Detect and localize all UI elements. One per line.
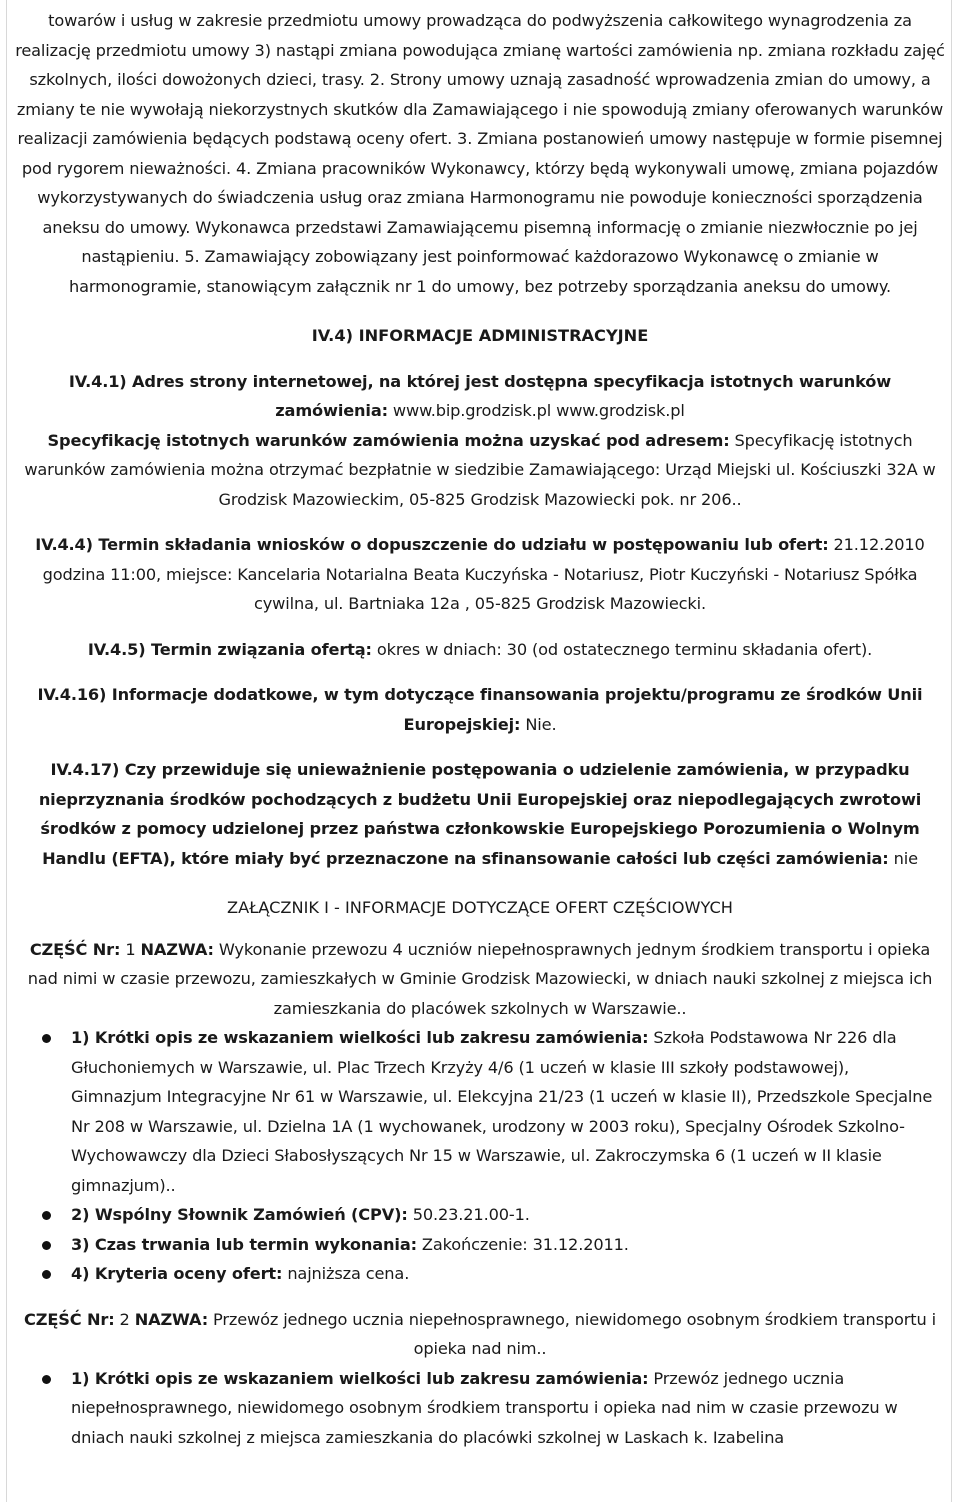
part2-name-value: Przewóz jednego ucznia niepełnosprawnego, niewidomego osobnym środkiem transportu i opieka nad nim.. bbox=[208, 1309, 936, 1358]
iv417-label: IV.4.17) Czy przewiduje się unieważnienie postępowania o udzielenie zamówienia, w przypadku nieprzyznania środków pochodzących z budżetu Unii Europejskiej oraz niepodlegających zwrotowi środków z pomocy udzielonej przez państwa członkowskie Europejskiego Porozumienia o Wolnym Handlu (EFTA), które miały być przeznaczone na sfinansowanie całości lub części zamówienia: bbox=[38, 760, 922, 868]
list-item bbox=[15, 1023, 945, 1200]
iv417-value: nie bbox=[888, 848, 918, 868]
list-item bbox=[15, 1259, 945, 1289]
part2-part-number: 2 bbox=[114, 1309, 135, 1329]
iv44-value: 21.12.2010 godzina 11:00, miejsce: Kancelaria Notarialna Beata Kuczyńska - Notariusz, Piotr Kuczyński - Notariusz Spółka cywilna, ul. Bartniaka 12a , 05-825 Grodzisk Mazowiecki. bbox=[42, 535, 925, 613]
iv45-label: IV.4.5) Termin związania ofertą: bbox=[87, 639, 372, 659]
list-item bbox=[15, 1364, 945, 1453]
bullet-icon bbox=[42, 1211, 51, 1220]
part1-item1-label: 1) Krótki opis ze wskazaniem wielkości lub zakresu zamówienia: bbox=[71, 1028, 649, 1047]
part2-item1-value: Przewóz jednego ucznia niepełnosprawnego, niewidomego osobnym środkiem transportu i opieka nad nim w czasie przewozu w dniach nauki szkolnej z miejsca zamieszkania do placówki szkolnej w Laskach k. Izabelina bbox=[71, 1368, 898, 1447]
bullet-icon bbox=[42, 1034, 51, 1043]
iv44-label: IV.4.4) Termin składania wniosków o dopuszczenie do udziału w postępowaniu lub ofert: bbox=[35, 535, 829, 554]
part2-header bbox=[15, 1305, 945, 1364]
bullet-icon bbox=[42, 1241, 51, 1250]
iv44-paragraph bbox=[15, 530, 945, 619]
part2-part-label: CZĘŚĆ Nr: bbox=[24, 1309, 115, 1329]
part1-item1-value: Szkoła Podstawowa Nr 226 dla Głuchoniemych w Warszawie, ul. Plac Trzech Krzyży 4/6 (1 uczeń w klasie III szkoły podstawowej), Gimnazjum Integracyjne Nr 61 w Warszawie, ul. Elekcyjna 21/23 (1 uczeń w klasie II), Przedszkole Specjalne Nr 208 w Warszawie, ul. Dzielna 1A (1 wychowanek, urodzony w 2003 roku), Specjalny Ośrodek Szkolno-Wychowawczy dla Dzieci Słabosłyszących Nr 15 w Warszawie, ul. Zakroczymska 6 (1 uczeń w II klasie gimnazjum).. bbox=[71, 1028, 933, 1195]
part1-header bbox=[15, 935, 945, 1024]
part1-item3-label: 3) Czas trwania lub termin wykonania: bbox=[71, 1234, 417, 1254]
annex-heading: ZAŁĄCZNIK I - INFORMACJE DOTYCZĄCE OFERT CZĘŚCIOWYCH bbox=[227, 898, 733, 917]
iv416-value: Nie. bbox=[520, 714, 557, 734]
part1-item4-value: najniższa cena. bbox=[282, 1264, 410, 1283]
part1-item3-value: Zakończenie: 31.12.2011. bbox=[416, 1234, 629, 1254]
part1-part-label: CZĘŚĆ Nr: bbox=[29, 939, 121, 959]
list-item bbox=[15, 1200, 945, 1230]
part1-item2-label: 2) Wspólny Słownik Zamówień (CPV): bbox=[71, 1205, 408, 1224]
bullet-icon bbox=[42, 1375, 51, 1384]
section-iv4-heading: IV.4) INFORMACJE ADMINISTRACYJNE bbox=[311, 326, 649, 345]
part2-item1-label: 1) Krótki opis ze wskazaniem wielkości lub zakresu zamówienia: bbox=[71, 1368, 649, 1388]
part1-name-value: Wykonanie przewozu 4 uczniów niepełnosprawnych jednym środkiem transportu i opieka nad nimi w czasie przewozu, zamieszkałych w Gminie Grodzisk Mazowiecki, w dniach nauki szkolnej z miejsca ich zamieszkania do placówek szkolnych w Warszawie.. bbox=[27, 939, 933, 1018]
iv41-paragraph bbox=[15, 367, 945, 426]
document-page bbox=[6, 0, 952, 1502]
part2-items-list bbox=[15, 1364, 945, 1453]
part1-name-label: NAZWA: bbox=[140, 939, 214, 959]
part1-item4-label: 4) Kryteria oceny ofert: bbox=[71, 1264, 283, 1283]
spec-address-paragraph bbox=[15, 426, 945, 515]
list-item bbox=[15, 1230, 945, 1260]
spec-address-label: Specyfikację istotnych warunków zamówienia można uzyskać pod adresem: bbox=[47, 430, 730, 450]
iv45-value: okres w dniach: 30 (od ostatecznego terminu składania ofert). bbox=[371, 639, 873, 659]
part2-name-label: NAZWA: bbox=[134, 1309, 209, 1329]
iv417-paragraph bbox=[15, 755, 945, 873]
part1-item2-value: 50.23.21.00-1. bbox=[407, 1205, 530, 1224]
iv416-label: IV.4.16) Informacje dodatkowe, w tym dotyczące finansowania projektu/programu ze środków Unii Europejskiej: bbox=[37, 685, 923, 734]
intro-paragraph: towarów i usług w zakresie przedmiotu umowy prowadząca do podwyższenia całkowitego wynagrodzenia za realizację przedmiotu umowy 3) nastąpi zmiana powodująca zmianę wartości zamówienia np. zmiana rozkładu zajęć szkolnych, ilości dowożonych dzieci, trasy. 2. Strony umowy uznają zasadność wprowadzenia zmian do umowy, a zmiany te nie wywołają niekorzystnych skutków dla Zamawiającego i nie spowodują zmiany oferowanych warunków realizacji zamówienia będących podstawą oceny ofert. 3. Zmiana postanowień umowy następuje w formie pisemnej pod rygorem nieważności. 4. Zmiana pracowników Wykonawcy, którzy będą wykonywali umowę, zmiana pojazdów wykorzystywanych do świadczenia usług oraz zmiana Harmonogramu nie powoduje konieczności sporządzenia aneksu do umowy. Wykonawca przedstawi Zamawiającemu pisemną informację o zmianie niezwłocznie po jej nastąpieniu. 5. Zamawiający zobowiązany jest poinformować każdorazowo Wykonawcę o zmianie w harmonogramie, stanowiącym załącznik nr 1 do umowy, bez potrzeby sporządzania aneksu do umowy. bbox=[15, 11, 945, 296]
iv41-label: IV.4.1) Adres strony internetowej, na której jest dostępna specyfikacja istotnych warunków zamówienia: bbox=[68, 371, 892, 420]
iv41-value: www.bip.grodzisk.pl www.grodzisk.pl bbox=[387, 401, 685, 420]
iv45-paragraph bbox=[15, 635, 945, 665]
spec-address-value: Specyfikację istotnych warunków zamówienia można otrzymać bezpłatnie w siedzibie Zamawiającego: Urząd Miejski ul. Kościuszki 32A w Grodzisk Mazowieckim, 05-825 Grodzisk Mazowiecki pok. nr 206.. bbox=[24, 430, 936, 509]
bullet-icon bbox=[42, 1270, 51, 1279]
part1-items-list bbox=[15, 1023, 945, 1289]
part1-part-number: 1 bbox=[120, 939, 141, 959]
iv416-paragraph bbox=[15, 680, 945, 739]
